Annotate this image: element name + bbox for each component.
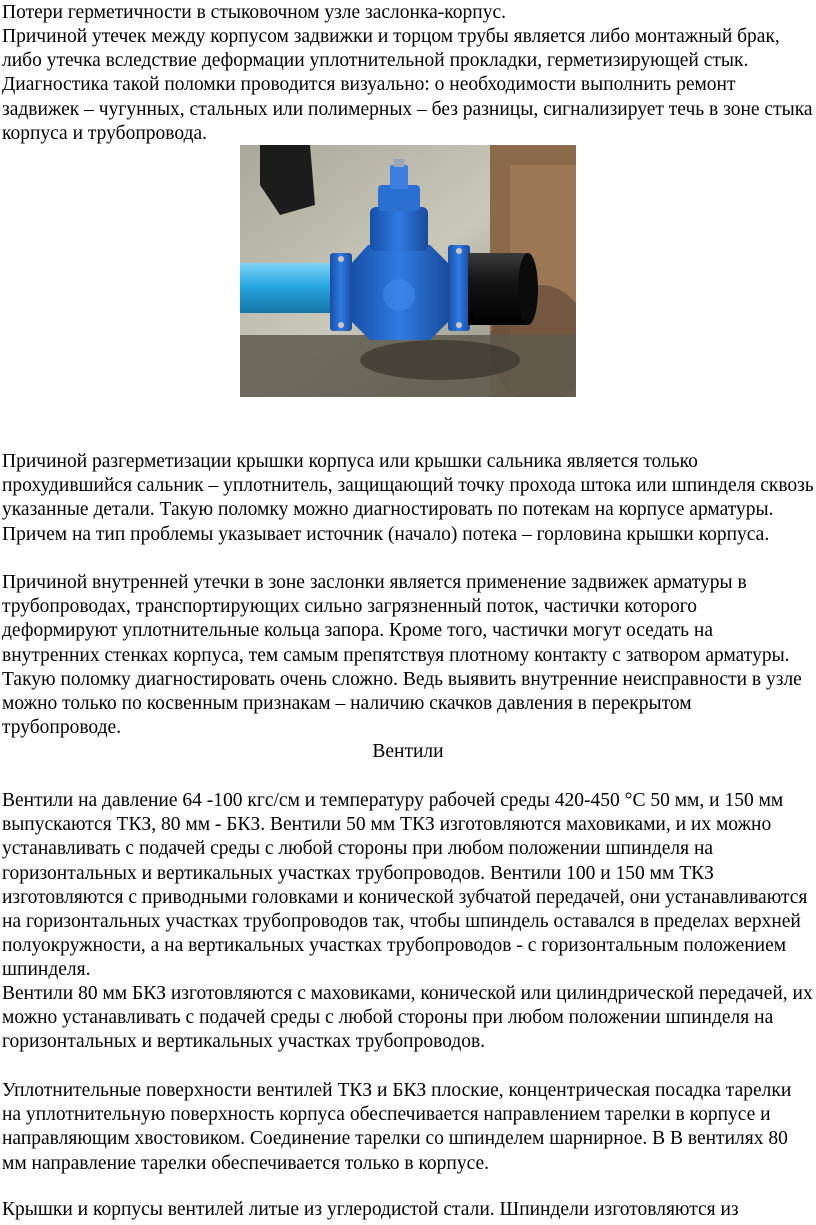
section-heading-valves: Вентили [372, 741, 444, 762]
paragraph-internal-leak: Причиной внутренней утечки в зоне заслонки является применение задвижек арматуры в трубопроводах, транспортирующих сильно загрязненный поток, частички которого деформируют уплотнительные кольца запора. Кроме того, частички могут оседать на внутренних стенках корпуса, тем самым препятствуя плотному контакту с затвором арматуры. Такую поломку диагностировать очень сложно. Ведь выявить внутренние неисправности в узле можно только по косвенным признакам – наличию скачков давления в перекрытом трубопроводе. [2, 572, 802, 739]
gate-valve-illustration [240, 145, 576, 397]
paragraph-sealing-surfaces: Уплотнительные поверхности вентилей ТКЗ и БКЗ плоские, концентрическая посадка тарелки на уплотнительную поверхность корпуса обеспечивается направлением тарелки в корпусе и направляющим хвостовиком. Соединение тарелки со шпинделем шарнирное. В В вентилях 80 мм направление тарелки обеспечивается только в корпусе. [2, 1080, 792, 1174]
gate-valve-photo [240, 145, 576, 397]
paragraph-valves-pressure: Вентили на давление 64 -100 кгс/см и температуру рабочей среды 420-450 °С 50 мм, и 150 мм выпускаются ТКЗ, 80 мм - БКЗ. Вентили 50 мм ТКЗ изготовляются маховиками, и их можно устанавливать с подачей среды с любой стороны при любом положении шпинделя на горизонтальных и вертикальных участках трубопроводов. Вентили 100 и 150 мм ТКЗ изготовляются с приводными головками и конической зубчатой передачей, они устанавливаются на горизонтальных участках трубопроводов так, чтобы шпиндель оставался в пределах верхней полуокружности, а на вертикальных участках трубопроводов - с горизонтальным положением шпинделя. [2, 790, 808, 981]
paragraph-covers-bodies: Крышки и корпусы вентилей литые из углеродистой стали. Шпиндели изготовляются из [2, 1199, 739, 1220]
paragraph-joint-leak: Причиной утечек между корпусом задвижки и торцом трубы является либо монтажный брак, либо утечка вследствие деформации уплотнительной прокладки, герметизирующей стык. Диагностика такой поломки проводится визуально: о необходимости выполнить ремонт задвижек – чугунных, стальных или полимерных – без разницы, сигнализирует течь в зоне стыка корпуса и трубопровода. [2, 26, 813, 144]
paragraph-seal-loss-title: Потери герметичности в стыковочном узле заслонка-корпус. [2, 2, 507, 23]
paragraph-cover-seal: Причиной разгерметизации крышки корпуса или крышки сальника является только прохудившийся сальник – уплотнитель, защищающий точку прохода штока или шпинделя сквозь указанные детали. Такую поломку можно диагностировать по потекам на корпусе арматуры. Причем на тип проблемы указывает источник (начало) потека – горловина крышки корпуса. [2, 451, 814, 545]
paragraph-bkz-valves: Вентили 80 мм БКЗ изготовляются с маховиками, конической или цилиндрической передачей, их можно устанавливать с подачей среды с любой стороны при любом положении шпинделя на горизонтальных и вертикальных участках трубопроводов. [2, 983, 813, 1053]
